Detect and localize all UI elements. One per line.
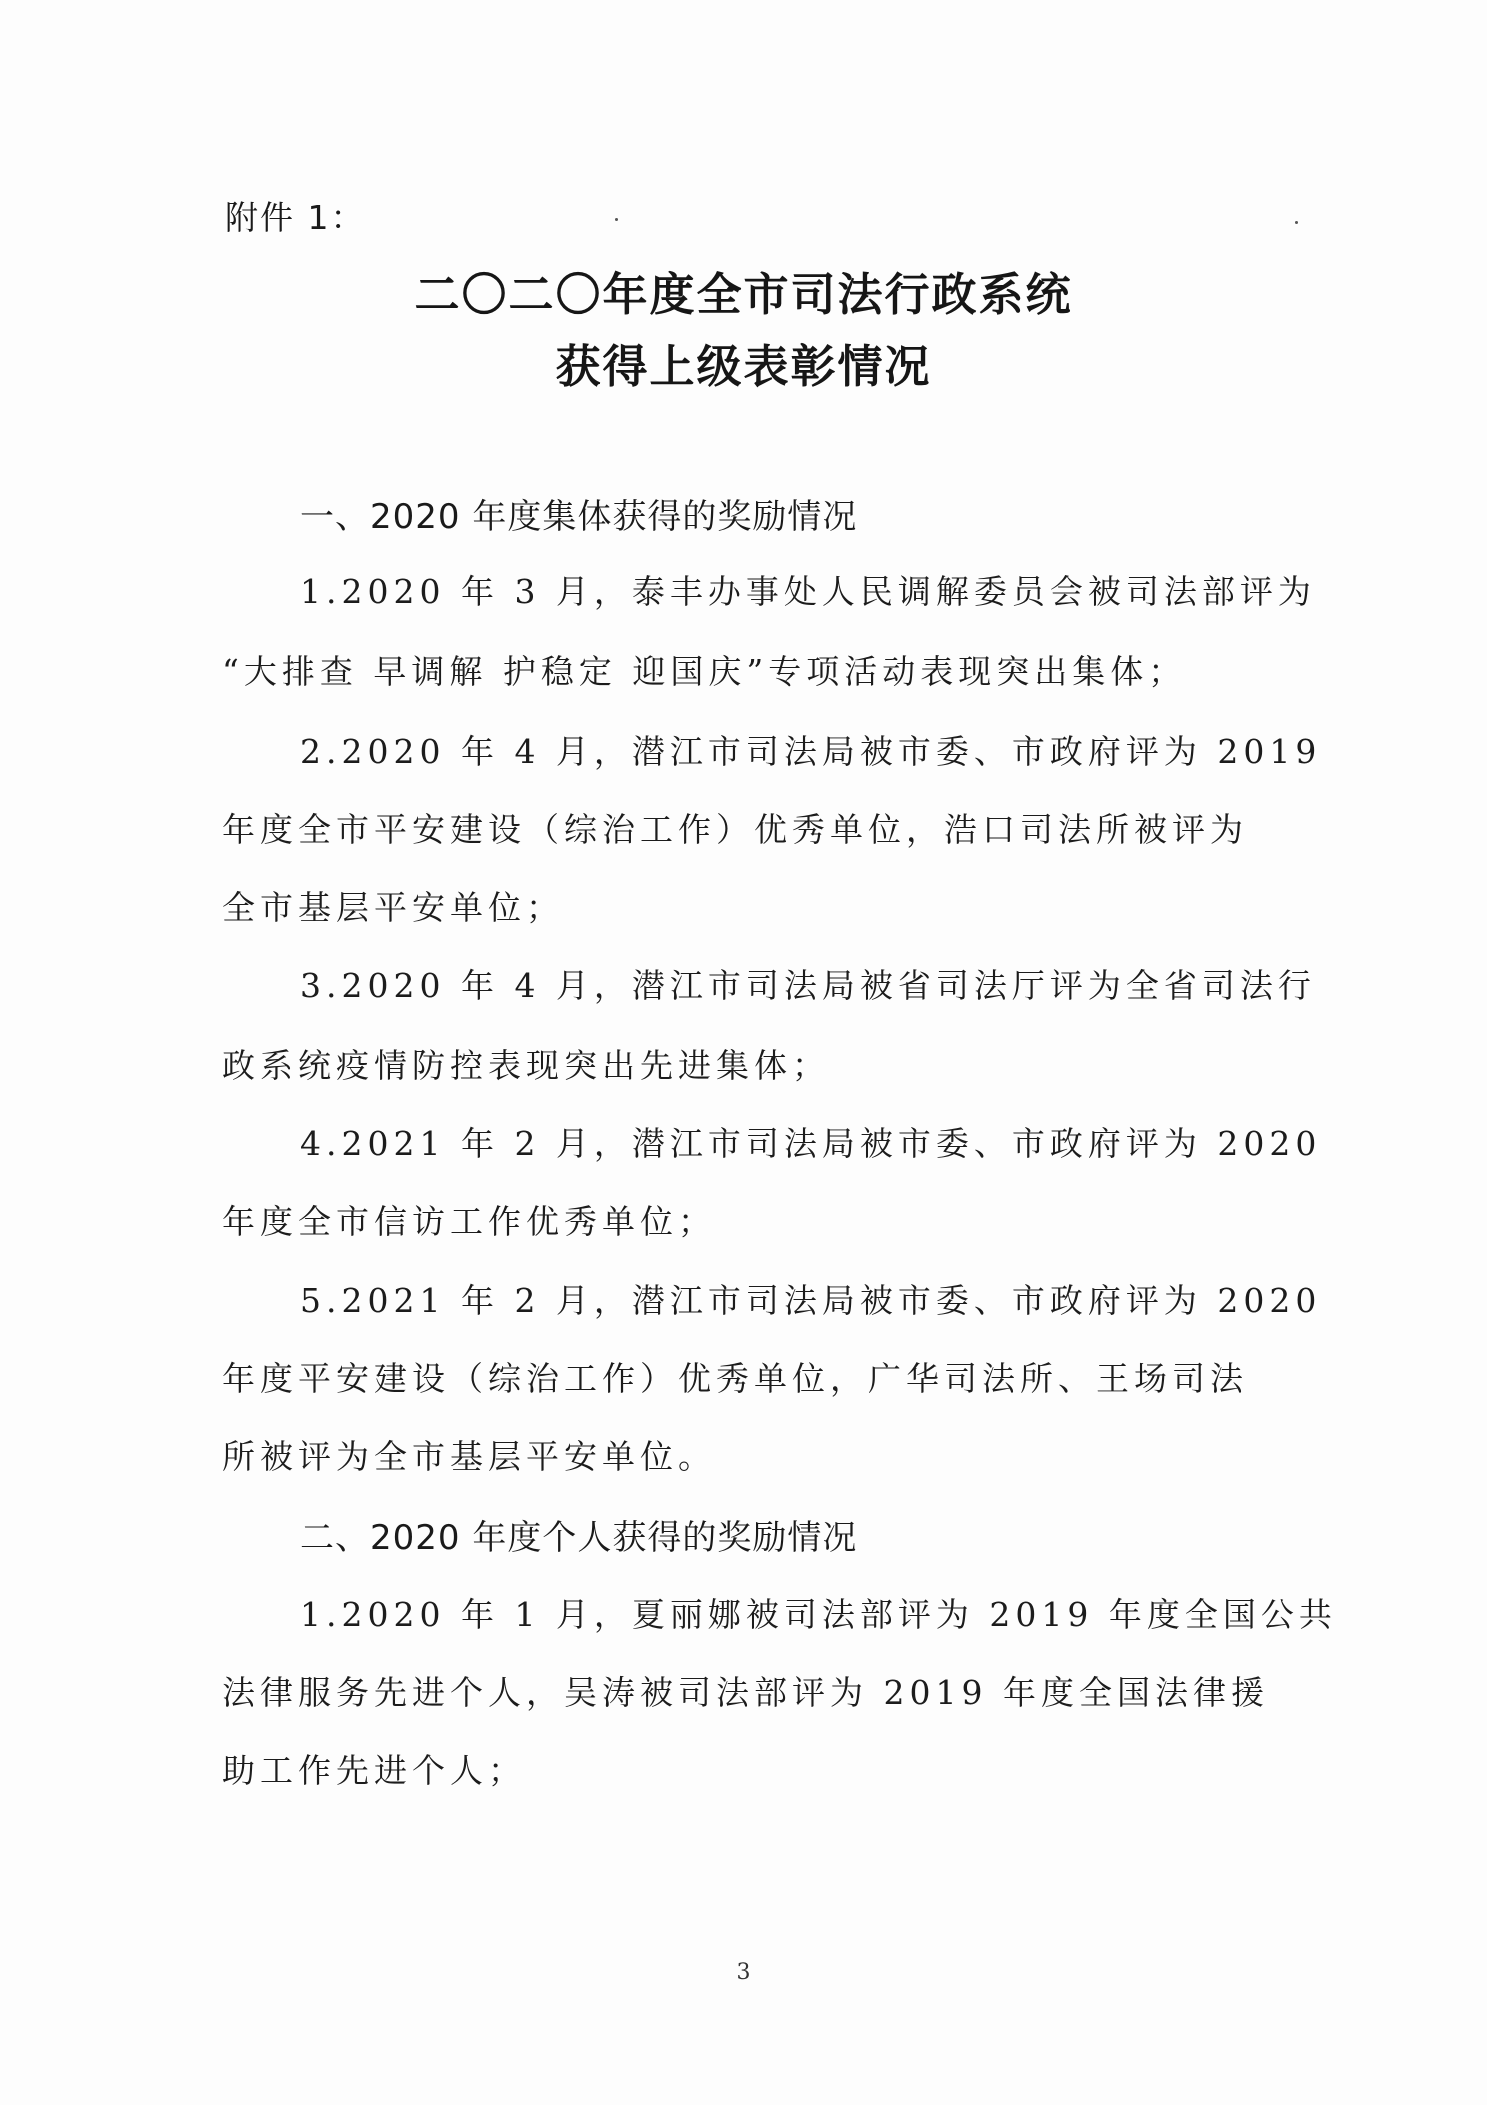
paragraph-line: 3.2020 年 4 月，潜江市司法局被省司法厅评为全省司法行 — [300, 966, 1316, 1005]
paragraph-line: “大排查 早调解 护稳定 迎国庆”专项活动表现突出集体； — [222, 652, 1187, 691]
paragraph-line: 法律服务先进个人，吴涛被司法部评为 2019 年度全国法律援 — [222, 1673, 1269, 1712]
paragraph-line: 年度平安建设（综治工作）优秀单位，广华司法所、王场司法 — [222, 1359, 1248, 1398]
paragraph-line: 年度全市信访工作优秀单位； — [222, 1202, 716, 1241]
paragraph-line: 年度全市平安建设（综治工作）优秀单位，浩口司法所被评为 — [222, 810, 1248, 849]
document-title-line-1: 二〇二〇年度全市司法行政系统 — [414, 268, 1073, 321]
paragraph-line: 1.2020 年 1 月，夏丽娜被司法部评为 2019 年度全国公共 — [300, 1595, 1337, 1634]
section-1-heading: 一、2020 年度集体获得的奖励情况 — [300, 497, 858, 537]
section-2-heading: 二、2020 年度个人获得的奖励情况 — [300, 1518, 858, 1558]
scan-speck — [615, 218, 618, 221]
paragraph-line: 助工作先进个人； — [222, 1751, 526, 1790]
paragraph-line: 1.2020 年 3 月，泰丰办事处人民调解委员会被司法部评为 — [300, 572, 1316, 611]
attachment-label: 附件 1： — [225, 198, 366, 237]
paragraph-line: 全市基层平安单位； — [222, 888, 564, 927]
paragraph-line: 所被评为全市基层平安单位。 — [222, 1437, 716, 1476]
paragraph-line: 5.2021 年 2 月，潜江市司法局被市委、市政府评为 2020 — [300, 1281, 1322, 1320]
scan-speck — [1295, 221, 1298, 224]
page-number: 3 — [736, 1960, 751, 1985]
paragraph-line: 4.2021 年 2 月，潜江市司法局被市委、市政府评为 2020 — [300, 1124, 1322, 1163]
document-title-line-2: 获得上级表彰情况 — [555, 340, 932, 393]
paragraph-line: 2.2020 年 4 月，潜江市司法局被市委、市政府评为 2019 — [300, 732, 1322, 771]
paragraph-line: 政系统疫情防控表现突出先进集体； — [222, 1046, 830, 1085]
